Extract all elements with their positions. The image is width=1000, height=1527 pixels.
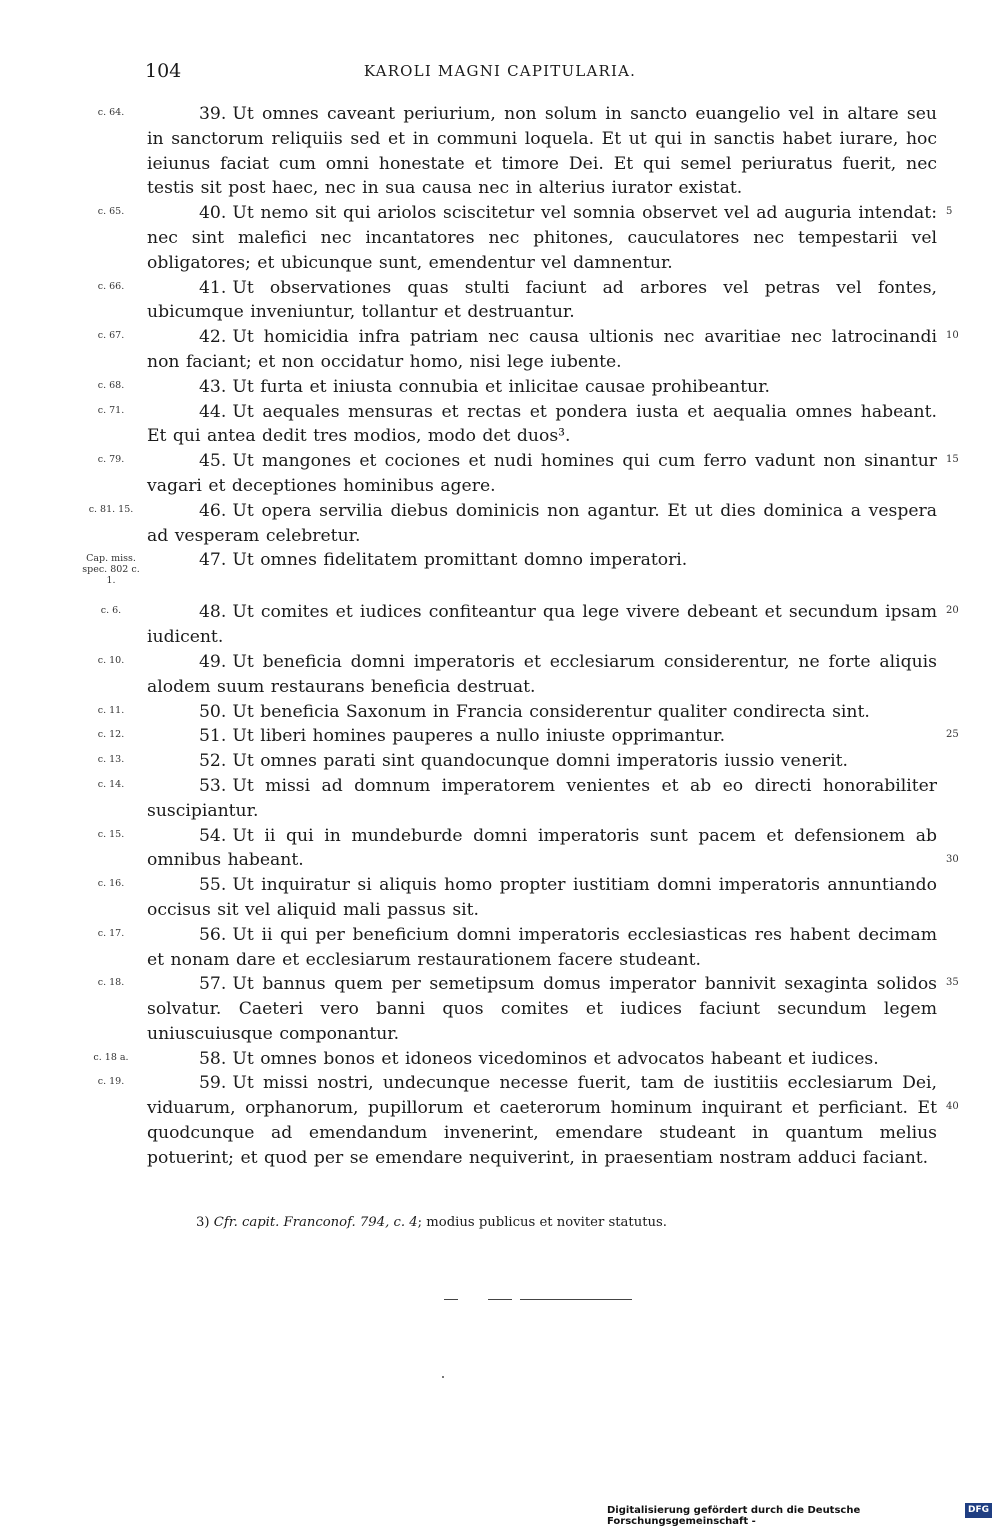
- paragraph-number: 58.: [199, 1048, 227, 1069]
- margin-reference: c. 17.: [97, 927, 125, 939]
- paragraph-55: [0, 873, 1000, 923]
- paragraph-42: [0, 325, 1000, 375]
- running-title: KAROLI MAGNI CAPITULARIA.: [363, 62, 637, 80]
- page-header: [0, 60, 1000, 86]
- end-rule-gap: [458, 1296, 488, 1302]
- margin-reference: c. 65.: [97, 206, 125, 218]
- line-number: 25: [946, 729, 959, 741]
- capitulary-text: [0, 102, 1000, 1171]
- paragraph-number: 39.: [199, 104, 227, 124]
- paragraph-40: [0, 201, 1000, 275]
- margin-reference: c. 79.: [97, 454, 125, 466]
- line-number: 30: [946, 853, 959, 865]
- paragraph-number: 47.: [199, 550, 227, 571]
- paragraph-number: 52.: [199, 751, 227, 772]
- footnote-text: ; modius publicus et noviter statutus.: [417, 1215, 667, 1230]
- paragraph-text: Ut beneficia Saxonum in Francia considerentur qualiter condirecta sint.: [232, 701, 870, 722]
- paragraph-number: 56.: [199, 924, 227, 945]
- paragraph-56: [0, 923, 1000, 973]
- paragraph-45: [0, 449, 1000, 499]
- paragraph-text: Ut opera servilia diebus dominicis non agantur. Et ut dies dominica a vespera ad vesperam celebretur.: [147, 500, 937, 546]
- paragraph-text: Ut omnes parati sint quandocunque domni imperatoris iussio venerit.: [232, 751, 848, 772]
- paragraph-49: [0, 650, 1000, 700]
- paragraph-52: [0, 749, 1000, 774]
- paragraph-text: Ut mangones et cociones et nudi homines qui cum ferro vadunt non sinantur vagari et deceptiones hominibus agere.: [147, 451, 937, 496]
- paragraph-text: Ut ii qui per beneficium domni imperatoris ecclesiasticas res habent decimam et nonam dare et ecclesiarum restaurationem facere studeant.: [147, 924, 937, 970]
- margin-reference: c. 19.: [97, 1076, 125, 1088]
- margin-reference: c. 18 a.: [93, 1051, 129, 1063]
- paragraph-number: 55.: [199, 875, 227, 896]
- paragraph-text: Ut missi ad domnum imperatorem venientes et ab eo directi honorabiliter suscipiantur.: [147, 775, 937, 821]
- paragraph-text: Ut beneficia domni imperatoris et ecclesiarum considerentur, ne forte aliquis alodem suum restaurans beneficia destruat.: [147, 651, 937, 697]
- margin-reference: c. 16.: [97, 878, 125, 890]
- paragraph-number: 49.: [199, 651, 227, 672]
- paragraph-text: Ut furta et iniusta connubia et inlicitae causae prohibeantur.: [232, 376, 771, 397]
- margin-reference: c. 15.: [97, 828, 125, 840]
- paragraph-number: 46.: [199, 500, 227, 521]
- paragraph-number: 40.: [199, 203, 227, 224]
- page-number: 104: [145, 60, 182, 82]
- paragraph-text: Ut aequales mensuras et rectas et pondera iusta et aequalia omnes habeant. Et qui antea dedit tres modios, modo det duos³.: [147, 401, 937, 447]
- paragraph-43: [0, 375, 1000, 400]
- paragraph-58: [0, 1047, 1000, 1072]
- margin-reference: c. 12.: [97, 729, 125, 741]
- footnote-citation: Cfr. capit. Franconof. 794, c. 4: [213, 1215, 418, 1230]
- paragraph-59: [0, 1071, 1000, 1170]
- paragraph-41: [0, 276, 1000, 326]
- margin-reference: c. 71.: [97, 404, 125, 416]
- paragraph-number: 42.: [199, 327, 227, 348]
- paragraph-39: [0, 102, 1000, 201]
- paragraph-text: Ut omnes bonos et idoneos vicedominos et advocatos habeant et iudices.: [232, 1048, 879, 1069]
- margin-reference: c. 68.: [97, 379, 125, 391]
- line-number: 5: [946, 206, 953, 218]
- paragraph-51: [0, 724, 1000, 749]
- paragraph-44: [0, 400, 1000, 450]
- margin-reference: c. 81. 15.: [88, 503, 134, 515]
- scan-speck: [442, 1376, 444, 1378]
- margin-reference: Cap. miss. spec. 802 c. 1.: [82, 553, 140, 587]
- paragraph-text: Ut ii qui in mundeburde domni imperatoris sunt pacem et defensionem ab omnibus habeant.: [147, 825, 937, 871]
- line-number: 40: [946, 1101, 959, 1113]
- paragraph-50: [0, 700, 1000, 725]
- paragraph-48: [0, 600, 1000, 650]
- paragraph-text: Ut nemo sit qui ariolos sciscitetur vel somnia observet vel ad auguria intendat: nec sint malefici nec incantatores nec phitones, cauculatores nec tempestarii vel obligatores; et ubicunque sunt, emendentur vel damnentur.: [147, 203, 937, 273]
- margin-reference: c. 6.: [100, 605, 122, 617]
- paragraph-text: Ut omnes caveant periurium, non solum in sancto euangelio vel in altare seu in sanctorum reliquiis sed et in communi loquela. Et ut qui in sanctis habet iurare, hoc ieiunus faciat cum omni honestate et timore Dei. Et qui semel periuratus fuerit, nec testis sit post haec, nec in sua causa nec in alterius iurator existat.: [147, 104, 937, 199]
- margin-reference: c. 18.: [97, 977, 125, 989]
- paragraph-number: 59.: [199, 1073, 227, 1094]
- paragraph-number: 48.: [199, 602, 227, 623]
- paragraph-number: 45.: [199, 451, 227, 472]
- end-rule-gap: [512, 1296, 520, 1302]
- dfg-logo: DFG: [965, 1503, 992, 1518]
- paragraph-47: [0, 548, 1000, 600]
- paragraph-text: Ut bannus quem per semetipsum domus imperator bannivit sexaginta solidos solvatur. Caeteri vero banni quos comites et iudices faciunt secundum legem uniuscuiusque componantur.: [147, 974, 937, 1044]
- margin-reference: c. 64.: [97, 107, 125, 118]
- paragraph-number: 41.: [199, 277, 227, 298]
- paragraph-number: 51.: [199, 726, 227, 747]
- margin-reference: c. 67.: [97, 330, 125, 342]
- paragraph-text: Ut missi nostri, undecunque necesse fuerit, tam de iustitiis ecclesiarum Dei, viduarum, orphanorum, pupillorum et caeterorum hominum inquirant et perficiant. Et quodcunque ad emendandum invenerint, emendare studeant in quantum melius potuerint; et quod per se emendare nequiverint, in praesentiam nostram adduci faciant.: [147, 1073, 937, 1168]
- paragraph-53: [0, 774, 1000, 824]
- paragraph-text: Ut comites et iudices confiteantur qua lege vivere debeant et secundum ipsam iudicent.: [147, 602, 937, 648]
- paragraph-text: Ut inquiratur si aliquis homo propter iustitiam domni imperatoris annuntiando occisus sit vel aliquid mali passus sit.: [147, 875, 937, 920]
- margin-reference: c. 11.: [97, 704, 125, 716]
- line-number: 15: [946, 454, 959, 466]
- paragraph-54: [0, 824, 1000, 874]
- paragraph-number: 44.: [199, 401, 227, 422]
- paragraph-number: 53.: [199, 775, 227, 796]
- paragraph-57: [0, 972, 1000, 1046]
- paragraph-text: Ut observationes quas stulti faciunt ad arbores vel petras vel fontes, ubicumque inveniuntur, tollantur et destruantur.: [147, 277, 937, 323]
- margin-reference: c. 10.: [97, 654, 125, 666]
- paragraph-text: Ut omnes fidelitatem promittant domno imperatori.: [232, 550, 688, 571]
- paragraph-number: 54.: [199, 825, 227, 846]
- line-number: 35: [946, 977, 959, 989]
- paragraph-number: 50.: [199, 701, 227, 722]
- paragraph-text: Ut homicidia infra patriam nec causa ultionis nec avaritiae nec latrocinandi non faciant; et non occidatur homo, nisi lege iubente.: [147, 327, 937, 372]
- margin-reference: c. 13.: [97, 754, 125, 766]
- paragraph-46: [0, 499, 1000, 549]
- margin-reference: c. 14.: [97, 778, 125, 790]
- margin-reference: c. 66.: [97, 280, 125, 292]
- footnote: [196, 1215, 667, 1230]
- digitization-credit: Digitalisierung gefördert durch die Deutsche Forschungsgemeinschaft -: [607, 1505, 861, 1527]
- paragraph-number: 57.: [199, 974, 227, 995]
- paragraph-text: Ut liberi homines pauperes a nullo iniuste opprimantur.: [232, 726, 726, 747]
- line-number: 20: [946, 605, 959, 617]
- footnote-number: 3): [196, 1215, 210, 1230]
- paragraph-number: 43.: [199, 376, 227, 397]
- line-number: 10: [946, 330, 959, 342]
